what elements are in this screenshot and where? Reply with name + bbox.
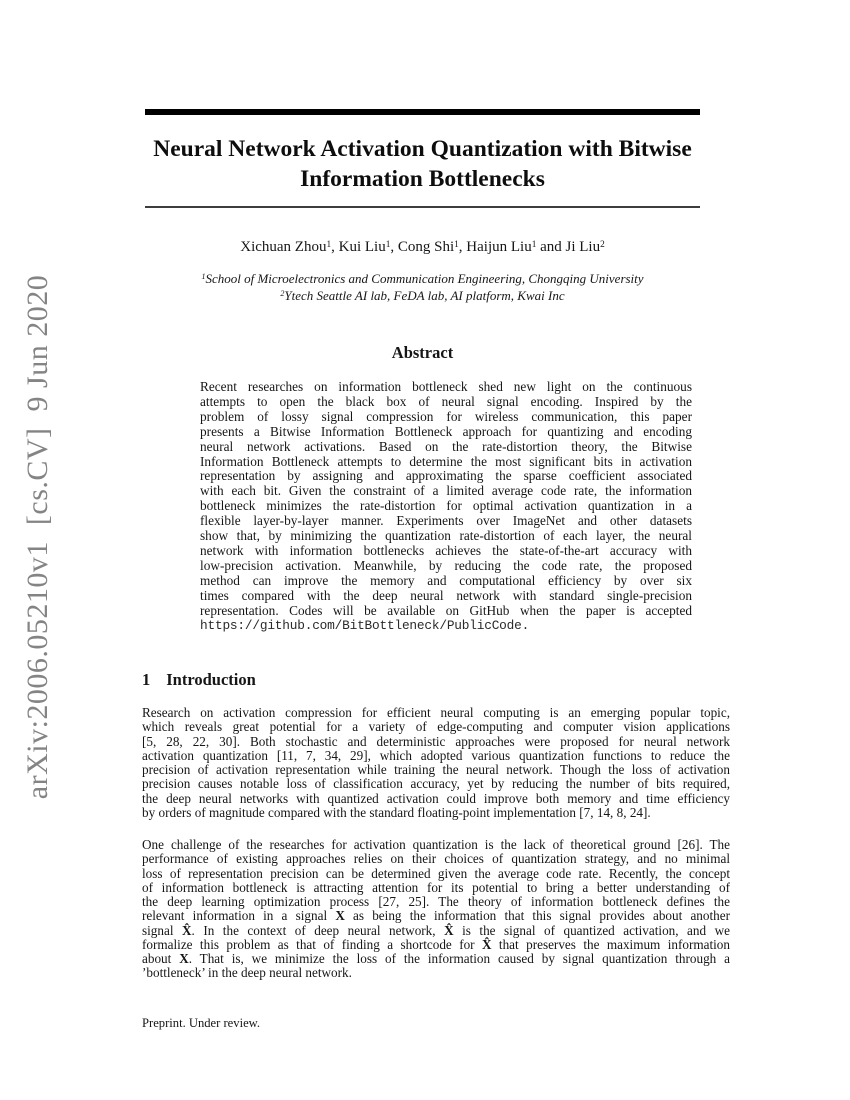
- author-superscript: 1: [531, 239, 537, 250]
- paper-title: [145, 134, 700, 194]
- author-name: , Kui Liu: [331, 239, 386, 255]
- intro-paragraph-2: [142, 838, 730, 981]
- author-superscript: 2: [600, 239, 605, 250]
- abstract-body: [200, 380, 692, 633]
- title-rule-top: [145, 109, 700, 115]
- text-line: Information Bottleneck attempts to determine the most significant bits in activation: [200, 453, 692, 469]
- text-line: method can improve the memory and computational efficiency by over six: [200, 572, 692, 588]
- section-title: Introduction: [166, 670, 256, 689]
- section-1-heading: [142, 670, 730, 690]
- affiliation-text: Ytech Seattle AI lab, FeDA lab, AI platform, Kwai Inc: [284, 288, 565, 303]
- affiliations: [102, 271, 743, 305]
- affiliation-text: School of Microelectronics and Communication Engineering, Chongqing University: [205, 271, 644, 286]
- text-line: network with information bottlenecks achieves the state-of-the-art accuracy with: [200, 542, 692, 558]
- text-line: signal X̂. In the context of deep neural network, X̂ is the signal of quantized activation, and we: [142, 922, 730, 938]
- text-line: [5, 28, 22, 30]. Both stochastic and deterministic approaches were proposed for neural network: [142, 733, 730, 749]
- affiliation-line-1: [102, 271, 743, 288]
- arxiv-stamp: arXiv:2006.05210v1 [cs.CV] 9 Jun 2020: [21, 274, 54, 800]
- text-line: relevant information in a signal X as being the information that this signal provides about another: [142, 908, 731, 924]
- paper-title-line-1: Neural Network Activation Quantization with Bitwise: [153, 136, 692, 162]
- author-superscript: 1: [326, 239, 332, 250]
- text-line: activation quantization [11, 7, 34, 29], which adopted various quantization functions to reduce the: [142, 747, 730, 763]
- author-superscript: 1: [454, 239, 459, 250]
- footer-note: Preprint. Under review.: [142, 1016, 261, 1030]
- text-line: loss of representation precision can be determined given the average code rate. Recently, the concept: [142, 865, 730, 881]
- author-name: , Haijun Liu: [458, 239, 532, 255]
- text-line: ’bottleneck’ in the deep neural network.: [142, 965, 352, 981]
- text-line: with each bit. Given the constraint of a limited average code rate, the information: [200, 483, 692, 499]
- text-line: times compared with the deep neural network with standard single-precision: [200, 587, 692, 603]
- text-line: bottleneck minimizes the rate-distortion for optimal activation quantization in a: [200, 498, 692, 514]
- text-line: formalize this problem as that of finding a shortcode for X̂ that preserves the maximum information: [142, 936, 730, 952]
- text-line: which reveals great potential for a variety of edge-computing and computer vision applications: [142, 719, 730, 735]
- author-name: and Ji Liu: [536, 239, 601, 255]
- text-line: representation by assigning and approximating the sparse coefficient associated: [200, 468, 692, 484]
- text-line: show that, by minimizing the quantization rate-distortion of each layer, the neural: [200, 528, 692, 544]
- abstract-heading: Abstract: [391, 343, 454, 362]
- text-line: flexible layer-by-layer manner. Experiments over ImageNet and other datasets: [200, 513, 692, 529]
- text-line: about X. That is, we minimize the loss of the information caused by signal quantization through a: [142, 951, 730, 966]
- author-name: , Cong Shi: [390, 239, 455, 255]
- text-line: performance of existing approaches relies on their choices of quantization strategy, and no minimal: [142, 851, 730, 867]
- text-line: neural network activations. Based on the rate-distortion theory, the Bitwise: [200, 438, 692, 454]
- text-line: Recent researches on information bottleneck shed new light on the continuous: [200, 379, 692, 394]
- section-number: 1: [142, 670, 151, 689]
- text-line: the deep learning optimization process [27, 25]. The theory of information bottleneck defines the: [142, 894, 730, 909]
- affiliation-superscript: 2: [280, 289, 285, 299]
- affiliation-superscript: 1: [201, 272, 206, 282]
- text-line: representation. Codes will be available on GitHub when the paper is accepted: [200, 602, 692, 618]
- author-superscript: 1: [385, 239, 391, 250]
- text-line: problem of lossy signal compression for wireless communication, this paper: [200, 408, 692, 424]
- authors-line: [142, 239, 703, 256]
- text-line: precision causes notable loss of classification accuracy, yet by reducing the number of bits required,: [142, 776, 730, 792]
- author-name: Xichuan Zhou: [240, 239, 327, 255]
- text-line: Research on activation compression for efficient neural computing is an emerging popular topic,: [142, 705, 730, 720]
- text-line: the deep neural networks with quantized activation could improve both memory and time efficiency: [142, 790, 730, 806]
- text-line: of information bottleneck is attracting attention for its potential to bring a better understanding of: [142, 879, 730, 895]
- affiliation-line-2: [102, 288, 743, 305]
- paper-title-line-2: Information Bottlenecks: [300, 166, 545, 192]
- text-line: low-precision activation. Meanwhile, by reducing the code rate, the proposed: [200, 557, 692, 573]
- text-line: One challenge of the researches for activation quantization is the lack of theoretical ground [26]. The: [142, 837, 730, 852]
- title-rule-bottom: [145, 206, 700, 208]
- text-line: precision of activation representation while training the neural network. Though the loss of activation: [142, 762, 730, 777]
- text-line: attempts to open the black box of neural signal encoding. Inspired by the: [200, 393, 692, 409]
- text-line: by orders of magnitude compared with the standard floating-point implementation [7, 14, 8, 24].: [142, 804, 651, 820]
- intro-paragraph-1: [142, 706, 730, 820]
- github-url[interactable]: https://github.com/BitBottleneck/PublicCode.: [200, 617, 530, 633]
- text-line: presents a Bitwise Information Bottleneck approach for quantizing and encoding: [200, 423, 692, 439]
